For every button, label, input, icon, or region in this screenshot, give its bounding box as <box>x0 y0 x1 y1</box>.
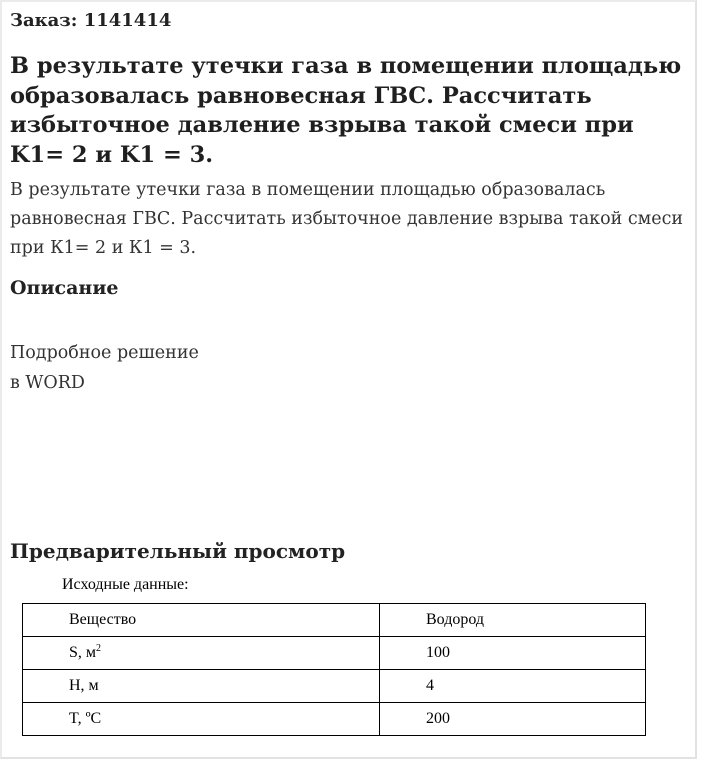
table-row <box>23 670 646 703</box>
solution-line: Подробное решение <box>10 343 199 363</box>
table-header-cell: Водород <box>380 604 646 637</box>
table-row <box>23 637 646 670</box>
description-heading: Описание <box>10 277 119 299</box>
solution-line: в WORD <box>10 372 85 393</box>
preview-document <box>22 576 648 736</box>
task-title: В результате утечки газа в помещении площадью образовалась равновесная ГВС. Рассчитать избыточное давление взрыва такой смеси при K1= 2 и K1 = 3. <box>10 53 682 168</box>
preview-heading: Предварительный просмотр <box>10 539 346 563</box>
task-description: В результате утечки газа в помещении площадью образовалась равновесная ГВС. Рассчитать избыточное давление взрыва такой смеси при К1= 2 и К1 = 3. <box>10 180 684 258</box>
table-cell-param: T, ºС <box>23 703 380 736</box>
table-cell-param: H, м <box>23 670 380 703</box>
table-cell-param <box>23 637 380 670</box>
solution-info <box>10 339 199 398</box>
param-text: S, м <box>69 644 97 661</box>
source-data-table <box>22 603 646 736</box>
table-header-row <box>23 604 646 637</box>
table-header-cell: Вещество <box>23 604 380 637</box>
preview-caption: Исходные данные: <box>62 576 189 593</box>
table-cell-value: 100 <box>380 637 646 670</box>
table-row <box>23 703 646 736</box>
param-superscript: 2 <box>96 643 102 654</box>
order-number: Заказ: 1141414 <box>10 10 172 31</box>
table-cell-value: 200 <box>380 703 646 736</box>
table-cell-value: 4 <box>380 670 646 703</box>
